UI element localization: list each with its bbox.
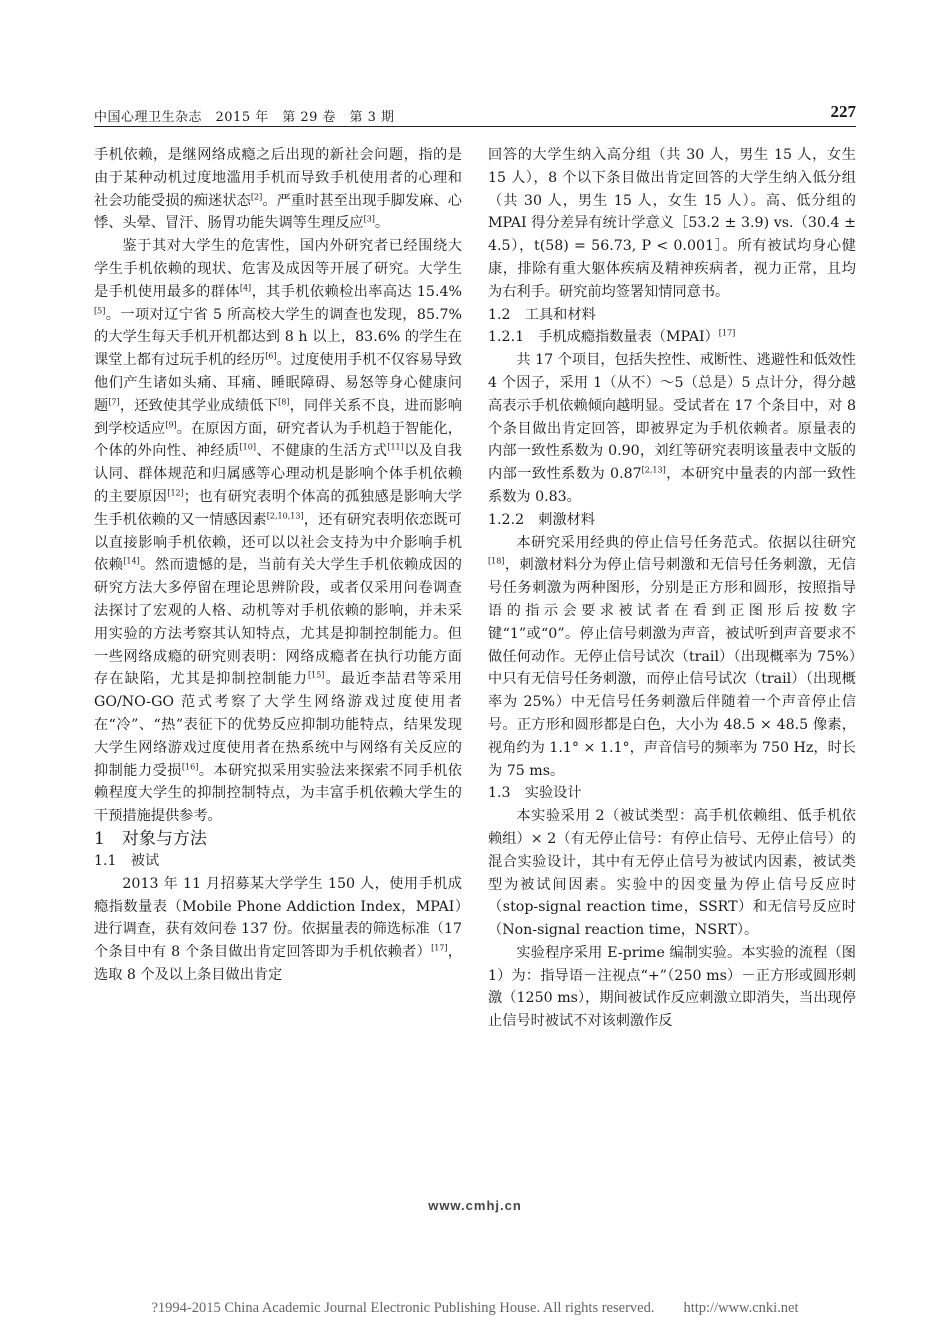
- citation-ref: [7]: [108, 397, 120, 407]
- citation-ref: [17]: [718, 328, 736, 338]
- subsection-heading: 1.1 被试: [94, 852, 160, 869]
- citation-ref: [3]: [363, 214, 375, 224]
- subsection-heading: 1.2 工具和材料: [488, 306, 596, 323]
- citation-ref: [16]: [181, 761, 199, 771]
- running-header: [94, 102, 856, 127]
- journal-citation: 中国心理卫生杂志 2015 年 第 29 卷 第 3 期: [94, 110, 395, 125]
- citation-ref: [14]: [123, 556, 140, 566]
- citation-ref: [2,13]: [641, 465, 666, 475]
- citation-ref: [17]: [431, 943, 448, 953]
- citation-ref: [2,10,13]: [266, 511, 304, 521]
- citation-ref: [8]: [278, 397, 290, 407]
- paragraph: 共 17 个项目，包括失控性、戒断性、逃避性和低效性 4 个因子，采用 1（从不）～5（总是）5 点计分，得分越高表示手机依赖倾向越明显。受试者在 17 个条目中，对 8 个条目做出肯定回答，即被界定为手机依赖者。原量表的内部一致性系数为 0.90，刘红等研究表明该量表中文版的内部一致性系数为 0.87[2,13]，本研究中量表的内部一致性系数为 0.83。: [488, 352, 856, 505]
- right-column: [488, 144, 856, 1033]
- citation-ref: [5]: [94, 305, 106, 315]
- watermark-url: www.cmhj.cn: [428, 1198, 522, 1213]
- paragraph: 手机依赖，是继网络成瘾之后出现的新社会问题，指的是由于某种动机过度地滥用手机而导致手机使用者的心理和社会功能受损的痴迷状态[2]。严重时甚至出现手脚发麻、心悸、头晕、冒汗、肠胃功能失调等生理反应[3]。: [94, 147, 462, 232]
- citation-ref: [9]: [165, 419, 177, 429]
- copyright-footer: ?1994-2015 China Academic Journal Electronic Publishing House. All rights reserved. http://www.cnki.net: [151, 1300, 799, 1316]
- subsection-heading: 1.2.1 手机成瘾指数量表（MPAI）[17]: [488, 328, 736, 346]
- citation-ref: [10]: [239, 442, 256, 452]
- paragraph: 本实验采用 2（被试类型：高手机依赖组、低手机依赖组）× 2（有无停止信号：有停止信号、无停止信号）的混合实验设计，其中有无停止信号为被试内因素，被试类型为被试间因素。实验中的因变量为停止信号反应时（stop-signal reaction time，SSRT）和无信号反应时（Non-signal reaction time，NSRT）。: [488, 808, 856, 939]
- paragraph: 鉴于其对大学生的危害性，国内外研究者已经围绕大学生手机依赖的现状、危害及成因等开展了研究。大学生是手机使用最多的群体[4]，其手机依赖检出率高达 15.4%[5]。一项对辽宁省 5 所高校大学生的调查也发现，85.7% 的大学生每天手机开机都达到 8 h 以上，83.6% 的学生在课堂上都有过玩手机的经历[6]。过度使用手机不仅容易导致他们产生诸如头痛、耳痛、睡眠障碍、易怒等身心健康问题[7]，还致使其学业成绩低下[8]，同伴关系不良，进而影响到学校适应[9]。在原因方面，研究者认为手机趋于智能化，个体的外向性、神经质[10]、不健康的生活方式[11]以及自我认同、群体规范和归属感等心理动机是影响个体手机依赖的主要原因[12]；也有研究表明个体高的孤独感是影响大学生手机依赖的又一情感因素[2,10,13]，还有研究表明依恋既可以直接影响手机依赖，还可以以社会支持为中介影响手机依赖[14]。然而遗憾的是，当前有关大学生手机依赖成因的研究方法大多停留在理论思辨阶段，或者仅采用问卷调查法探讨了宏观的人格、动机等对手机依赖的影响，并未采用实验的方法考察其认知特点，尤其是抑制控制能力。但一些网络成瘾的研究则表明：网络成瘾者在执行功能方面存在缺陷，尤其是抑制控制能力[15]。最近李喆君等采用 GO/NO-GO 范式考察了大学生网络游戏过度使用者在“冷”、“热”表征下的优势反应抑制功能特点，结果发现大学生网络游戏过度使用者在热系统中与网络有关反应的抑制能力受损[16]。本研究拟采用实验法来探索不同手机依赖程度大学生的抑制控制特点，为丰富手机依赖大学生的干预措施提供参考。: [94, 238, 462, 825]
- citation-ref: [11]: [387, 442, 404, 452]
- page-number: 227: [830, 102, 856, 121]
- citation-ref: [18]: [488, 556, 505, 566]
- citation-ref: [2]: [250, 191, 263, 201]
- citation-ref: [4]: [239, 283, 252, 293]
- paragraph: 2013 年 11 月招募某大学学生 150 人，使用手机成瘾指数量表（Mobile Phone Addiction Index，MPAI）进行调查，获有效问卷 137 份。依据量表的筛选标准（17 个条目中有 8 个条目做出肯定回答即为手机依赖者）[17]，选取 8 个及以上条目做出肯定: [94, 875, 462, 983]
- citation-ref: [12]: [167, 488, 184, 498]
- paragraph: 本研究采用经典的停止信号任务范式。依据以往研究[18]，刺激材料分为停止信号刺激和无信号任务刺激，无信号任务刺激为两种图形，分别是正方形和圆形，按照指导语的指示会要求被试者在看到正图形后按数字键“1”或“0”。停止信号刺激为声音，被试听到声音要求不做任何动作。无停止信号试次（trail）（出现概率为 75%）中只有无信号任务刺激，而停止信号试次（trail）（出现概率为 25%）中无信号任务刺激后伴随着一个声音停止信号。正方形和圆形都是白色，大小为 48.5 × 48.5 像素，视角约为 1.1° × 1.1°，声音信号的频率为 750 Hz，时长为 75 ms。: [488, 534, 856, 779]
- citation-ref: [6]: [265, 351, 277, 361]
- subsection-heading: 1.3 实验设计: [488, 785, 582, 802]
- section-heading: 1 对象与方法: [94, 828, 207, 849]
- subsection-heading: 1.2.2 刺激材料: [488, 511, 596, 528]
- paragraph: 回答的大学生纳入高分组（共 30 人，男生 15 人，女生 15 人），8 个以下条目做出肯定回答的大学生纳入低分组（共 30 人，男生 15 人，女生 15 人）。高、低分组的 MPAI 得分差异有统计学意义［53.2 ± 3.9) vs.（30.4 ± 4.5），t(58) = 56.73, P < 0.001］。所有被试均身心健康，排除有重大躯体疾病及精神疾病者，视力正常，且均为右利手。研究前均签署知情同意书。: [488, 147, 856, 300]
- paragraph: 实验程序采用 E-prime 编制实验。本实验的流程（图 1）为：指导语－注视点“+”（250 ms）－正方形或圆形刺激（1250 ms），期间被试作反应刺激立即消失，当出现停止信号时被试不对该刺激作反: [488, 944, 856, 1030]
- left-column: [94, 144, 462, 987]
- citation-ref: [15]: [308, 670, 325, 680]
